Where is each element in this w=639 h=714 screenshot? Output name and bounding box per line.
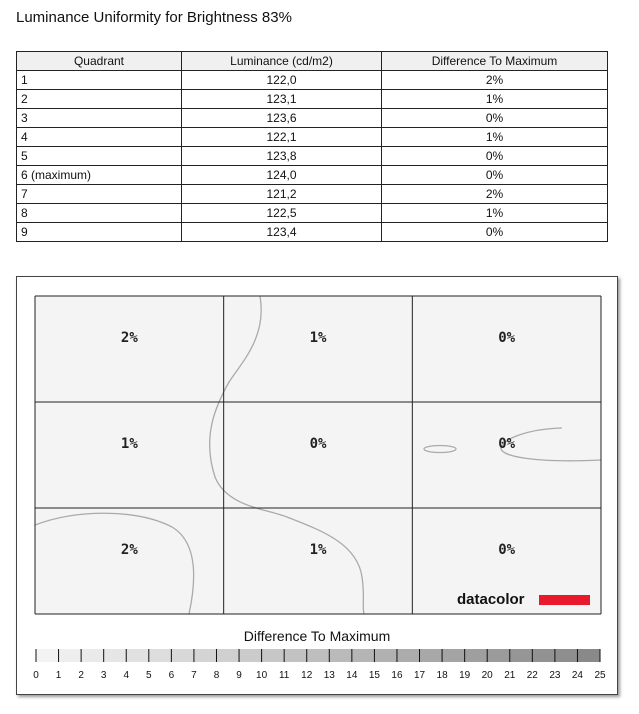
heatmap-cell <box>224 296 413 402</box>
quadrant-cell: 5 <box>17 147 182 166</box>
table-row <box>17 128 608 147</box>
cell-percent-label: 1% <box>309 542 327 558</box>
difference-cell: 0% <box>382 223 608 242</box>
difference-cell: 1% <box>382 204 608 223</box>
table-row <box>17 147 608 166</box>
difference-cell: 1% <box>382 128 608 147</box>
scale-tick-label: 14 <box>346 670 358 681</box>
difference-cell: 2% <box>382 185 608 204</box>
scale-segment <box>126 649 149 662</box>
scale-tick-label: 20 <box>481 670 493 681</box>
scale-segment <box>577 649 600 662</box>
cell-percent-label: 2% <box>120 542 138 558</box>
scale-tick-label: 22 <box>526 670 538 681</box>
scale-tick-label: 18 <box>436 670 448 681</box>
quadrant-cell: 7 <box>17 185 182 204</box>
uniformity-heatmap <box>17 277 617 694</box>
scale-tick-label: 6 <box>168 670 175 681</box>
quadrant-cell: 4 <box>17 128 182 147</box>
luminance-cell: 122,0 <box>182 71 382 90</box>
cell-percent-label: 0% <box>498 330 516 346</box>
scale-tick-label: 19 <box>459 670 471 681</box>
luminance-cell: 123,4 <box>182 223 382 242</box>
heatmap-cell <box>224 402 413 508</box>
scale-segment <box>442 649 465 662</box>
scale-title: Difference To Maximum <box>243 628 391 644</box>
heatmap-cell <box>35 508 224 614</box>
scale-tick-label: 7 <box>191 670 197 681</box>
luminance-cell: 124,0 <box>182 166 382 185</box>
column-header-quadrant: Quadrant <box>17 52 182 71</box>
uniformity-chart-panel <box>16 276 618 695</box>
table-row <box>17 109 608 128</box>
scale-segment <box>171 649 194 662</box>
scale-segment <box>239 649 262 662</box>
cell-percent-label: 2% <box>120 330 138 346</box>
table-row <box>17 204 608 223</box>
scale-segment <box>420 649 443 662</box>
heatmap-cell <box>412 402 601 508</box>
scale-tick-label: 25 <box>594 670 606 681</box>
quadrant-cell: 1 <box>17 71 182 90</box>
table-row <box>17 166 608 185</box>
table-row <box>17 90 608 109</box>
luminance-cell: 122,5 <box>182 204 382 223</box>
scale-segment <box>465 649 488 662</box>
scale-segment <box>149 649 172 662</box>
scale-tick-label: 9 <box>236 670 242 681</box>
scale-segment <box>510 649 533 662</box>
datacolor-logo-bar <box>539 595 590 605</box>
scale-tick-label: 21 <box>504 670 516 681</box>
quadrant-cell: 6 (maximum) <box>17 166 182 185</box>
luminance-table <box>16 51 608 242</box>
scale-tick-label: 5 <box>146 670 152 681</box>
scale-segment <box>284 649 307 662</box>
difference-cell: 0% <box>382 147 608 166</box>
scale-tick-label: 13 <box>323 670 335 681</box>
difference-cell: 2% <box>382 71 608 90</box>
heatmap-cell <box>224 508 413 614</box>
column-header-luminance: Luminance (cd/m2) <box>182 52 382 71</box>
scale-tick-label: 12 <box>301 670 313 681</box>
table-row <box>17 223 608 242</box>
scale-segment <box>59 649 82 662</box>
page-title: Luminance Uniformity for Brightness 83% <box>16 9 292 26</box>
datacolor-logo: datacolor <box>457 591 525 608</box>
scale-segment <box>352 649 375 662</box>
luminance-cell: 122,1 <box>182 128 382 147</box>
scale-segment <box>194 649 217 662</box>
scale-tick-label: 11 <box>278 670 290 681</box>
quadrant-cell: 9 <box>17 223 182 242</box>
scale-segment <box>329 649 352 662</box>
heatmap-cell <box>35 402 224 508</box>
table-row <box>17 71 608 90</box>
quadrant-cell: 2 <box>17 90 182 109</box>
scale-tick-label: 2 <box>78 670 84 681</box>
scale-segment <box>81 649 104 662</box>
luminance-cell: 123,6 <box>182 109 382 128</box>
cell-percent-label: 0% <box>309 436 327 452</box>
cell-percent-label: 0% <box>498 542 516 558</box>
scale-tick-label: 0 <box>33 670 39 681</box>
heatmap-cell <box>35 296 224 402</box>
scale-tick-label: 4 <box>123 670 130 681</box>
scale-tick-label: 15 <box>368 670 380 681</box>
heatmap-cell <box>412 296 601 402</box>
luminance-cell: 121,2 <box>182 185 382 204</box>
scale-tick-label: 10 <box>256 670 268 681</box>
difference-cell: 0% <box>382 109 608 128</box>
scale-segment <box>374 649 397 662</box>
luminance-cell: 123,1 <box>182 90 382 109</box>
scale-tick-label: 17 <box>413 670 426 681</box>
quadrant-cell: 8 <box>17 204 182 223</box>
scale-segment <box>104 649 127 662</box>
scale-tick-label: 23 <box>549 670 561 681</box>
scale-segment <box>262 649 285 662</box>
scale-segment <box>216 649 239 662</box>
scale-tick-label: 1 <box>55 670 62 681</box>
difference-cell: 1% <box>382 90 608 109</box>
table-header-row <box>17 52 608 71</box>
scale-segment <box>397 649 420 662</box>
scale-segment <box>555 649 578 662</box>
cell-percent-label: 1% <box>120 436 138 452</box>
table-row <box>17 185 608 204</box>
scale-tick-label: 16 <box>391 670 403 681</box>
scale-tick-label: 8 <box>213 670 220 681</box>
column-header-difference: Difference To Maximum <box>382 52 608 71</box>
difference-cell: 0% <box>382 166 608 185</box>
scale-segment <box>36 649 59 662</box>
scale-segment <box>487 649 510 662</box>
luminance-cell: 123,8 <box>182 147 382 166</box>
scale-segment <box>532 649 555 662</box>
scale-segment <box>307 649 330 662</box>
scale-tick-label: 3 <box>100 670 107 681</box>
quadrant-cell: 3 <box>17 109 182 128</box>
cell-percent-label: 1% <box>309 330 327 346</box>
scale-tick-label: 24 <box>571 670 584 681</box>
cell-percent-label: 0% <box>498 436 516 452</box>
